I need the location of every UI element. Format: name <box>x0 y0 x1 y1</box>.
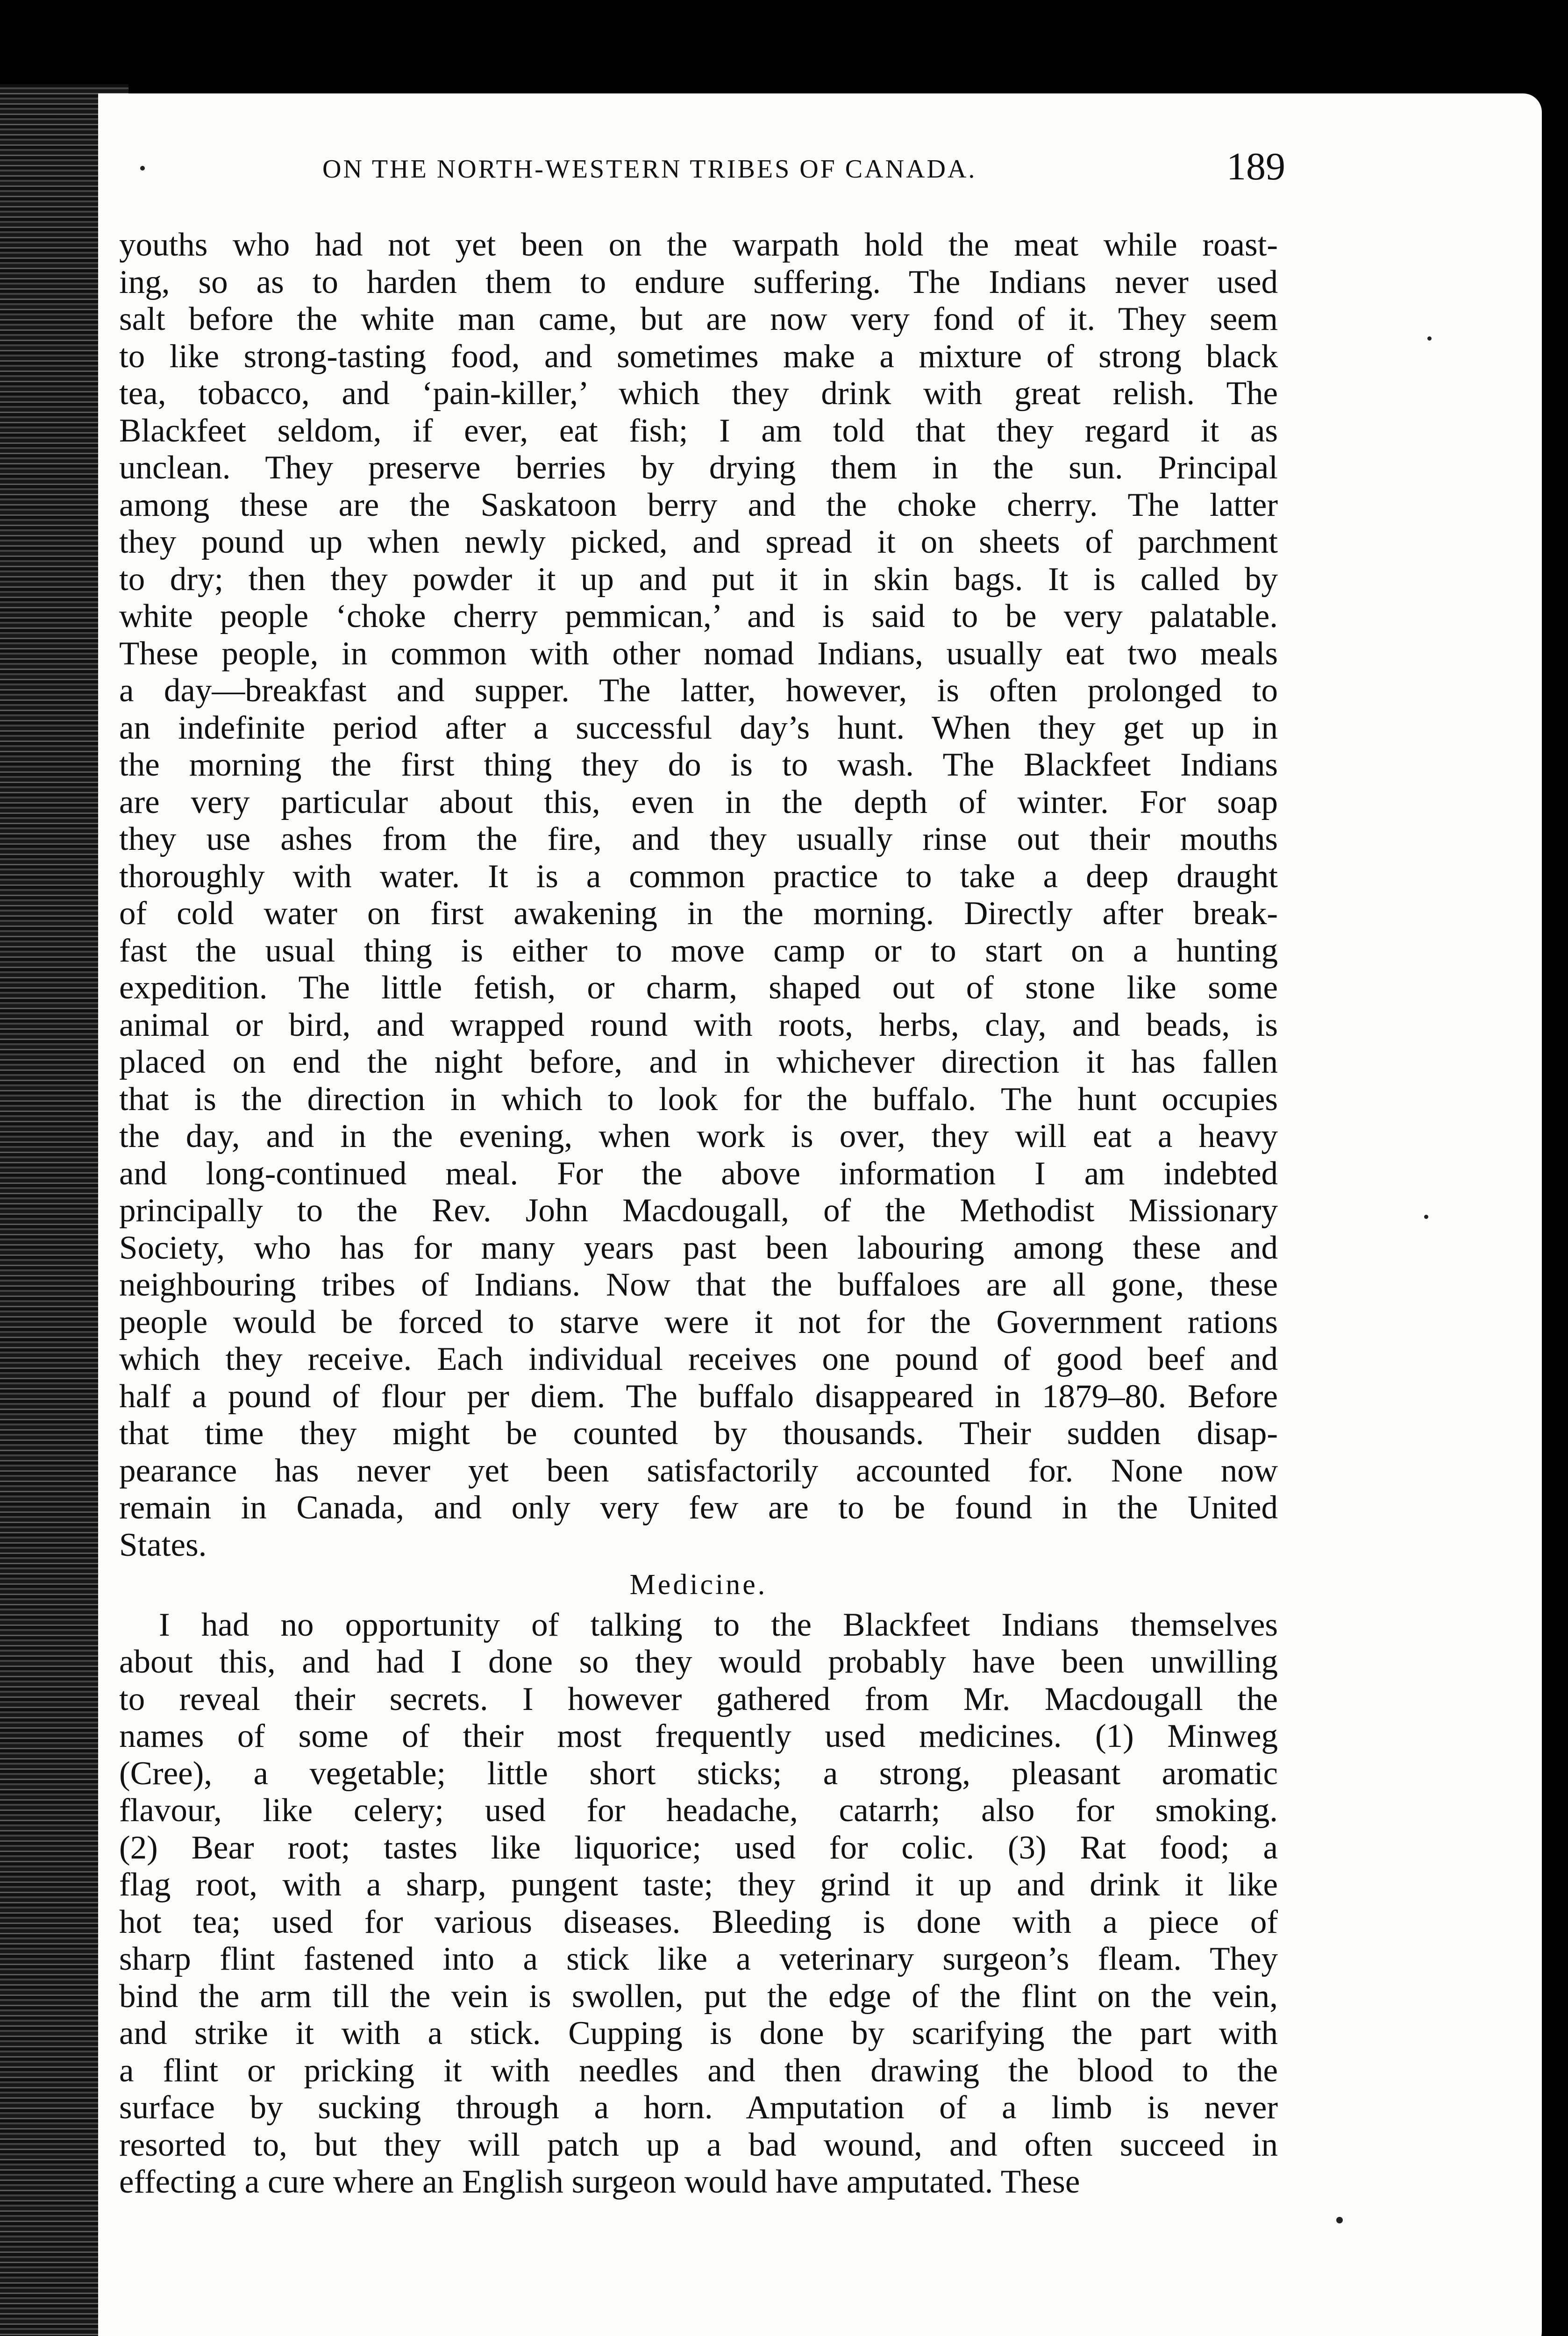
text-line: bind the arm till the vein is swollen, put the edge of the flint on the vein, <box>119 1978 1278 2015</box>
ink-speck <box>140 166 145 171</box>
ink-speck <box>1424 1215 1428 1219</box>
text-line: These people, in common with other nomad Indians, usually eat two meals <box>119 635 1278 672</box>
text-line: a flint or pricking it with needles and then drawing the blood to the <box>119 2052 1278 2089</box>
text-line: about this, and had I done so they would probably have been unwilling <box>119 1644 1278 1680</box>
page-body <box>119 227 1278 2201</box>
text-line: they pound up when newly picked, and spread it on sheets of parchment <box>119 524 1278 560</box>
text-line: resorted to, but they will patch up a bad wound, and often succeed in <box>119 2126 1278 2163</box>
text-line: neighbouring tribes of Indians. Now that the buffaloes are all gone, these <box>119 1267 1278 1303</box>
text-line: tea, tobacco, and ‘pain-killer,’ which they drink with great relish. The <box>119 375 1278 412</box>
text-line: and strike it with a stick. Cupping is done by scarifying the part with <box>119 2015 1278 2051</box>
text-line: people would be forced to starve were it not for the Government rations <box>119 1303 1278 1340</box>
text-line: principally to the Rev. John Macdougall, of the Methodist Missionary <box>119 1192 1278 1229</box>
text-line: that time they might be counted by thousands. Their sudden disap- <box>119 1415 1278 1452</box>
text-line: I had no opportunity of talking to the Blackfeet Indians themselves <box>159 1606 1278 1643</box>
text-line: which they receive. Each individual receives one pound of good beef and <box>119 1341 1278 1377</box>
text-line: white people ‘choke cherry pemmican,’ and is said to be very palatable. <box>119 598 1278 634</box>
text-line: flag root, with a sharp, pungent taste; they grind it up and drink it like <box>119 1866 1278 1903</box>
ink-speck <box>1427 336 1432 341</box>
text-line: to reveal their secrets. I however gathered from Mr. Macdougall the <box>119 1681 1278 1717</box>
text-line: to dry; then they powder it up and put it in skin bags. It is called by <box>119 561 1278 598</box>
text-line: ing, so as to harden them to endure suffering. The Indians never used <box>119 264 1278 300</box>
text-line: hot tea; used for various diseases. Bleeding is done with a piece of <box>119 1903 1278 1940</box>
running-title: ON THE NORTH-WESTERN TRIBES OF CANADA. <box>322 155 977 184</box>
text-line: surface by sucking through a horn. Amputation of a limb is never <box>119 2089 1278 2126</box>
text-line: unclean. They preserve berries by drying them in the sun. Principal <box>119 449 1278 486</box>
ink-speck <box>1336 2217 1343 2223</box>
paragraph-diet-customs <box>119 227 1278 1564</box>
text-line: that is the direction in which to look for the buffalo. The hunt occupies <box>119 1081 1278 1118</box>
text-line: States. <box>119 1526 207 1563</box>
text-line: they use ashes from the fire, and they usually rinse out their mouths <box>119 821 1278 857</box>
text-line: Society, who has for many years past been labouring among these and <box>119 1229 1278 1266</box>
text-line: Blackfeet seldom, if ever, eat fish; I am told that they regard it as <box>119 412 1278 449</box>
text-line: animal or bird, and wrapped round with roots, herbs, clay, and beads, is <box>119 1006 1278 1043</box>
text-line: (Cree), a vegetable; little short sticks; a strong, pleasant aromatic <box>119 1755 1278 1792</box>
text-line: among these are the Saskatoon berry and the choke cherry. The latter <box>119 486 1278 523</box>
text-line: fast the usual thing is either to move camp or to start on a hunting <box>119 932 1278 969</box>
text-line: (2) Bear root; tastes like liquorice; used for colic. (3) Rat food; a <box>119 1829 1278 1866</box>
text-line: are very particular about this, even in the depth of winter. For soap <box>119 783 1278 820</box>
text-line: and long-continued meal. For the above information I am indebted <box>119 1155 1278 1192</box>
section-heading: Medicine. <box>629 1569 768 1601</box>
text-line: placed on end the night before, and in whichever direction it has fallen <box>119 1044 1278 1080</box>
text-line: of cold water on first awakening in the morning. Directly after break- <box>119 895 1278 932</box>
text-line: the morning the first thing they do is to wash. The Blackfeet Indians <box>119 747 1278 783</box>
text-line: thoroughly with water. It is a common practice to take a deep draught <box>119 858 1278 895</box>
text-line: sharp flint fastened into a stick like a veterinary surgeon’s fleam. They <box>119 1941 1278 1977</box>
text-line: the day, and in the evening, when work is over, they will eat a heavy <box>119 1118 1278 1154</box>
text-line: youths who had not yet been on the warpath hold the meat while roast- <box>119 227 1278 263</box>
text-line: salt before the white man came, but are now very fond of it. They seem <box>119 301 1278 337</box>
text-line: half a pound of flour per diem. The buffalo disappeared in 1879–80. Before <box>119 1378 1278 1415</box>
text-line: a day—breakfast and supper. The latter, however, is often prolonged to <box>119 672 1278 709</box>
text-line: to like strong-tasting food, and sometimes make a mixture of strong black <box>119 338 1278 375</box>
text-line: expedition. The little fetish, or charm, shaped out of stone like some <box>119 969 1278 1006</box>
page-number: 189 <box>1226 145 1285 188</box>
text-line: names of some of their most frequently used medicines. (1) Minweg <box>119 1718 1278 1754</box>
text-line: pearance has never yet been satisfactorily accounted for. None now <box>119 1452 1278 1489</box>
text-line: effecting a cure where an English surgeon would have amputated. These <box>119 2164 1080 2200</box>
paragraph-medicine <box>119 1607 1278 2201</box>
text-line: an indefinite period after a successful day’s hunt. When they get up in <box>119 709 1278 746</box>
text-line: remain in Canada, and only very few are to be found in the United <box>119 1489 1278 1526</box>
text-line: flavour, like celery; used for headache, catarrh; also for smoking. <box>119 1792 1278 1829</box>
